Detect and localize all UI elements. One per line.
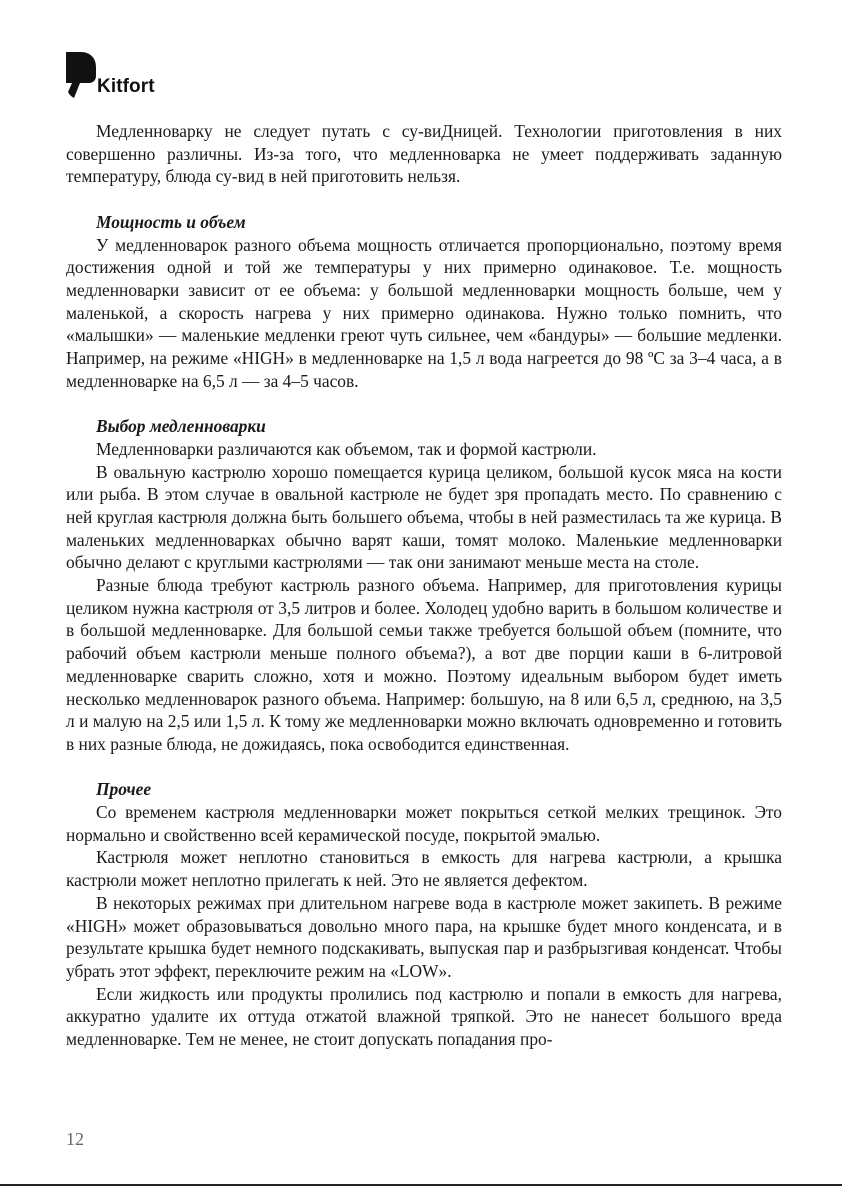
intro-paragraph: Медленноварку не следует путать с су-виДницей. Технологии приготовления в них совершенно различны. Из-за того, что медленноварка не умеет поддерживать заданную температуру, блюда су-вид в ней приготовить нельзя.	[66, 121, 782, 187]
paragraph: В овальную кастрюлю хорошо помещается курица целиком, большой кусок мяса на кости или рыба. В этом случае в овальной кастрюле не будет зря пропадать место. По сравнению с ней круглая кастрюля должна быть большего объема, чтобы в ней разместилась та же курица. В маленьких медленноварках обычно варят каши, томят молоко. Маленькие медленноварки обычно делают с круглыми кастрюлями — так они занимают меньше места на столе.	[66, 461, 782, 573]
paragraph: Со временем кастрюля медленноварки может покрыться сеткой мелких трещинок. Это нормально и свойственно всей керамической посуде, покрытой эмалью.	[66, 802, 782, 845]
bottom-rule	[0, 1184, 842, 1186]
brand-logo	[66, 52, 186, 100]
paragraph: Медленноварки различаются как объемом, так и формой кастрюли.	[96, 438, 597, 459]
paragraph: В некоторых режимах при длительном нагреве вода в кастрюле может закипеть. В режиме «HIGH» может образовываться довольно много пара, на крышке будет много конденсата, и в результате крышка будет немного подскакивать, выпуская пар и разбрызгивая конденсат. Чтобы убрать этот эффект, переключите режим на «LOW».	[66, 892, 782, 981]
document-body	[66, 120, 782, 1051]
brand-name: Kitfort	[97, 76, 155, 97]
paragraph: Кастрюля может неплотно становиться в емкость для нагрева кастрюли, а крышка кастрюли может неплотно прилегать к ней. Это не является дефектом.	[66, 847, 782, 891]
paragraph: У медленноварок разного объема мощность отличается пропорционально, поэтому время достижения одной и той же температуры у них примерно одинаковое. Т.е. мощность медленноварки зависит от ее объема: у большой медленноварки мощность больше, чем у маленькой, а скорость нагрева у них примерно одинакова. Нужно только помнить, что «малышки» — маленькие медленки греют чуть сильнее, чем «бандуры» — большие медленки. Например, на режиме «HIGH» в медленноварке на 1,5 л вода нагреется до 98 ºС за 3–4 часа, а в медленноварке на 6,5 л — за 4–5 часов.	[66, 234, 782, 391]
paragraph: Разные блюда требуют кастрюль разного объема. Например, для приготовления курицы целиком нужна кастрюля от 3,5 литров и более. Холодец удобно варить в большом количестве и в большой медленноварке. Для большой семьи также требуется большой объем (помните, что рабочий объем кастрюли меньше полного объема?), а вот две порции каши в 6-литровой медленноварке сварить сложно, хотя и можно. Поэтому идеальным выбором будет иметь несколько медленноварок разного объема. Например: большую, на 8 или 6,5 л, среднюю, на 3,5 л и малую на 2,5 или 1,5 л. К тому же медленноварки можно включать одновременно и готовить в них разные блюда, не дожидаясь, пока освободится единственная.	[66, 575, 782, 754]
section-heading-power: Мощность и объем	[96, 211, 246, 232]
paragraph: Если жидкость или продукты пролились под кастрюлю и попали в емкость для нагрева, аккуратно удалите их оттуда отжатой влажной тряпкой. Это не нанесет большого вреда медленноварке. Тем не менее, не стоит допускать попадания про-	[66, 983, 782, 1050]
section-heading-other: Прочее	[96, 779, 152, 800]
section-heading-choice: Выбор медленноварки	[96, 416, 266, 437]
page-number: 12	[66, 1129, 84, 1149]
kitfort-logo-icon	[66, 52, 96, 98]
